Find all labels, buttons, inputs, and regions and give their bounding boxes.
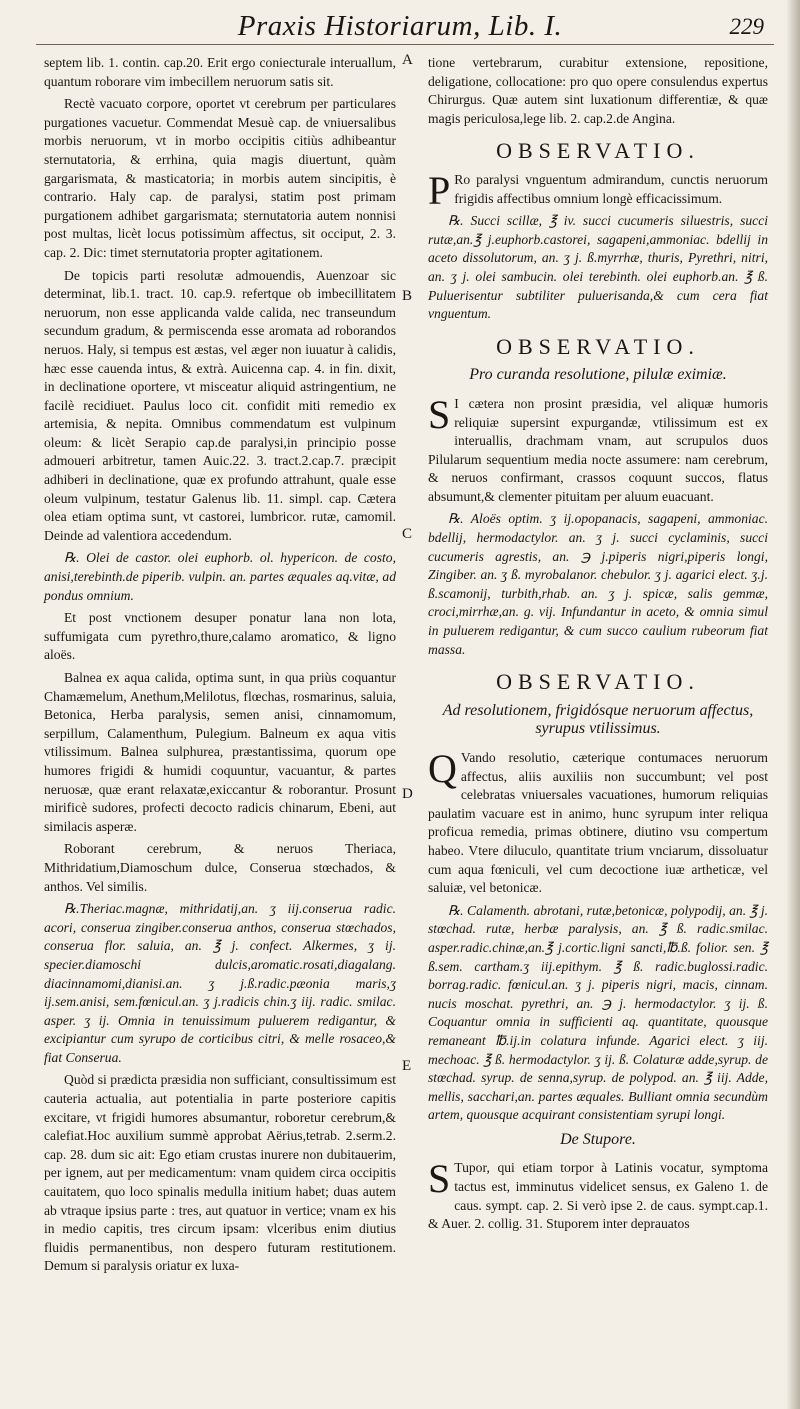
page-number: 229 (729, 14, 764, 39)
paragraph: tione vertebrarum, curabitur extensione, repositione, deligatione, collocatione: pro quo opere consulendus expertus Chirurgus. Quæ autem sint luxationum differentiæ, & quæ magis periculosa,lege lib. 2. cap.2.de Angina. (428, 55, 768, 126)
recipe-paragraph: ℞. Olei de castor. olei euphorb. ol. hypericon. de costo, anisi,terebinth.de piperib. vulpin. an. partes æquales aq.vitæ, ad pondus omnium. (44, 550, 396, 603)
page-edge-shadow (786, 0, 800, 1409)
paragraph-text: Ro paralysi vnguentum admirandum, cunctis neruorum frigidis affectibus omnium longè efficacissimum. (454, 171, 768, 206)
paragraph-text: I cætera non prosint præsidia, vel aliquæ humoris reliquiæ supersint expurgandæ, vtilissimum est ex interuallis, drachmam vnam, aut scrupulos duos Pilularum sequentium media nocte assumere: nam cerebrum, & neruos confirmant, crassos coquunt succos, flatus absumunt,& clementer pituitam per aluum euacuant. (428, 395, 768, 504)
margin-letter-d: D (402, 786, 413, 802)
recipe-paragraph: ℞. Calamenth. abrotani, rutæ,betonicæ, polypodij, an. ℥ j. stœchad. rutæ, herbæ paralysis, an. ℥ ß. radic.smilac. asper.radic.chinæ,an.℥ j.cortic.ligni sancti,℔.ß. folior. sen. ℥ ß.sem. cartham.ʒ iij.epithym. ℥ ß. radic.buglossi.radic. borrag.radic. fœnicul.an. ʒ j. piperis nigri, macis, cinnam. nucis moschat. pyrethri, an. ℈ j. hermodactylor. ʒ ij. ß. Coquantur omnia in sufficienti aq. quantitate, quousque remaneant ℔.ij.in colatura infunde. Agarici elect. ʒ iij. mechoac. ℥ ß. hermodactylor. ʒ ij. ß. Colaturæ adde,syrup. de stœchad. syrup. de senna,syrup. de polypod. an. ℥ iij. Adde, mellis, sacchari,an. partes æquales. Bulliant omnia secundùm artem, quousque acquirant consistentiam syrupi longi. (428, 902, 768, 1123)
paragraph: Quòd si prædicta præsidia non sufficiant, consultissimum est cauteria actualia, aut potentialia in parte posteriore capitis excitare, vt frigidi humores absumantur, roboretur cerebrum,& calefiat.Hoc auxilium summè approbat Aërius,tetrab. 2.serm.2. cap. 28. dum sic ait: Ego etiam crustas inurere non dubitauerim, per ignem, aut per medicamentum: vnam quidem circa occipitis cauitatem, quo loco spinalis medulla initium habet; duas autem ab vtraque ipsius parte : tres, aut quatuor in vertice; vnam ex his in medio capitis, tres circum ipsam: vlceribus enim diutius fluidis permanentibus, non despero futuram restitutionem. Demum si paralysis oriatur ex luxa- (44, 1072, 396, 1274)
recipe-paragraph: ℞. Aloës optim. ʒ ij.opopanacis, sagapeni, ammoniac. bdellij, hermodactylor. an. ʒ j. succi cyclaminis, succi cucumeris agrestis, an. ℈ j.piperis nigri,piperis longi, Zingiber. an. ʒ ß. myrobalanor. chebulor. ʒ j. agarici elect. ʒ.j. ß.scamonij, turbith,rhab. an. ʒ j. spicæ, salis gemmæ, croci,mirrhæ,an. g. vij. Infundantur in aceto, & omnia simul in puluerem redigantur, & cum succo caulium rubeorum fiat massa. (428, 511, 768, 657)
recipe-paragraph: ℞.Theriac.magnæ, mithridatij,an. ʒ iij.conserua radic. acori, conserua zingiber.conserua anthos, conserua stœchados, conserua flor. saluia, an. ℥ j. confect. Alkermes, ʒ ij. specier.diamoschi dulcis,aromatic.rosati,diagalang. diacinnamomi,dianisi.an. ʒ j.ß.radic.pæonia maris,ʒ ij.sem.anisi, sem.fœnicul.an. ʒ j.radicis chin.ʒ iij. radic. smilac. asper. ʒ ij. Omnia in tenuissimum puluerem redigantur, & excipiantur cum syrupo de corticibus citri, & melle rosaceo,& fiat Conserua. (44, 901, 396, 1065)
section-heading: OBSERVATIO. (496, 669, 700, 695)
recipe-paragraph: ℞. Succi scillæ, ℥ iv. succi cucumeris siluestris, succi rutæ,an.℥ j.euphorb.castorei, sagapeni,ammoniac. bdellij in aceto dissolutorum, an. ʒ j. ß.myrrhæ, thuris, Pyrethri, nitri, an. ʒ j. olei sambucin. olei terebinth. olei euphorb.an. ℥ ß. Puluerisentur subtiliter puluerisanda,& cum cera fiat vnguentum. (428, 213, 768, 322)
margin-letter-c: C (402, 526, 413, 542)
section-subheading: Ad resolutionem, frigidósque neruorum affectus, syrupus vtilissimus. (442, 701, 754, 738)
left-column (44, 54, 396, 1280)
paragraph: Et post vnctionem desuper ponatur lana non lota, suffumigata cum pyrethro,thure,calamo aromatico, & ligno aloës. (44, 610, 396, 663)
drop-cap: S (428, 1156, 451, 1202)
paragraph (428, 167, 768, 213)
margin-letters (400, 0, 424, 1409)
drop-cap: S (428, 391, 451, 437)
paragraph: Rectè vacuato corpore, oportet vt cerebrum per particulares purgationes vacuetur. Commendat Mesuè cap. de vniuersalibus morbis neruorum, vt in morbo occipitis citiùs adhibeantur sternutatoria, & errhina, quia magis diuertunt, quàm gargarismata, & masticatoria; in morbis autem sincipitis, è contrario. Haly cap. de paralysi, statim post primam purgationem adhibet gargarismata; sternutatoria autem nonnisi post multas, licèt locus potissimùm affectus, sit occiput, 2. 3. cap. 2. Dic: timet sternutatoria propter agitationem. (44, 96, 396, 260)
paragraph (428, 1156, 768, 1233)
paragraph: Roborant cerebrum, & neruos Theriaca, Mithridatium,Diamoschum dulce, Conserua stœchados, & anthos. Vel similis. (44, 841, 396, 894)
section-heading: OBSERVATIO. (496, 138, 700, 164)
paragraph: septem lib. 1. contin. cap.20. Erit ergo coniecturale interuallum, quantum roborare vim imbecillem neruorum satis sit. (44, 55, 396, 89)
right-column (428, 54, 768, 1238)
margin-letter-e: E (402, 1058, 412, 1074)
paragraph-text: Vando resolutio, cæterique contumaces neruorum affectus, aliis auxiliis non succumbunt; vel post celebratas vniuersales vacuationes, humorum reliquias paulatim vacuare est in animo, hunc syrupum inter reliqua proficua remedia, primas obtinere, diutino vsu compertum habeo. Vtere diluculo, quantitate trium vnciarum, dissoluatur cum aqua fœniculi, vel cum decoctione iuæ artheticæ, vel saluiæ, vel betonicæ. (428, 750, 768, 896)
drop-cap: Q (428, 746, 457, 791)
drop-cap: P (428, 167, 451, 213)
margin-letter-b: B (402, 288, 413, 304)
paragraph (428, 391, 768, 507)
running-title: Praxis Historiarum, Lib. I. (237, 10, 563, 42)
section-heading: OBSERVATIO. (496, 333, 700, 359)
margin-letter-a: A (402, 52, 413, 68)
paragraph-text: Tupor, qui etiam torpor à Latinis vocatur, symptoma tactus est, imminutus videlicet sensus, ex Galeno 1. de caus. sympt. cap. 2. Si verò ipse 2. de caus. sympt.cap.1. & Auer. 2. collig. 31. Stuporem inter deprauatos (428, 1160, 768, 1232)
paragraph: De topicis parti resolutæ admouendis, Auenzoar sic determinat, lib.1. tract. 10. cap.9. refertque ob imbecillitatem neruorum, non esse applicanda valde calida, nec transeundum secundum gradum, & permiscenda esse aromata ad roborandos neruos. Haly, si tempus est æstas, vel æger non iuuatur à calidis, hæc esse cauenda intus, & extrà. Auicenna cap. 4. in fin. dixit, in declinatione oportere, vt misceatur aliquid astringentium, ne facilè recidiuet. Paulus loco cit. confidit miti remedio ex artemisia, & nepita. Omnibus commendatum est vulpinum oleum: & licèt Serapio cap.de paralysi,in principio posse admoueri arbitretur, tamen Auic.22. 3. tract.2.cap.7. præcipit adhiberi in declinatione, quæ ex profundo attrahunt, quale esse oleum vulpinum, testatur Galenus lib. 11. simpl. cap. Cætera olea etiam optima sunt, vt castorei, lumbricor. rutæ, camomil. Deinde ad valentiora accedendum. (44, 267, 396, 543)
section-subheading: De Stupore. (560, 1130, 636, 1148)
paragraph: Balnea ex aqua calida, optima sunt, in qua priùs coquantur Chamæmelum, Anethum,Melilotus, flœchas, rosmarinus, saluia, Betonica, Herba paralysis, semen anisi, cinnamomum, serpillum, Calamenthum, Pulegium. Balneum ex aqua vitis vtilissimum. Balnea sulphurea, præstantissima, quorum ope humores frigidi & humidi coquuntur, vacuantur, & partes neruosæ, quæ erant relaxatæ,exiccantur & roborantur. Prosunt mirificè sudores, profecti decocto radicis chinarum, Ebeni, aut similacis asperæ. (44, 670, 396, 834)
paragraph (428, 746, 768, 898)
section-subheading: Pro curanda resolutione, pilulæ eximiæ. (469, 366, 727, 384)
